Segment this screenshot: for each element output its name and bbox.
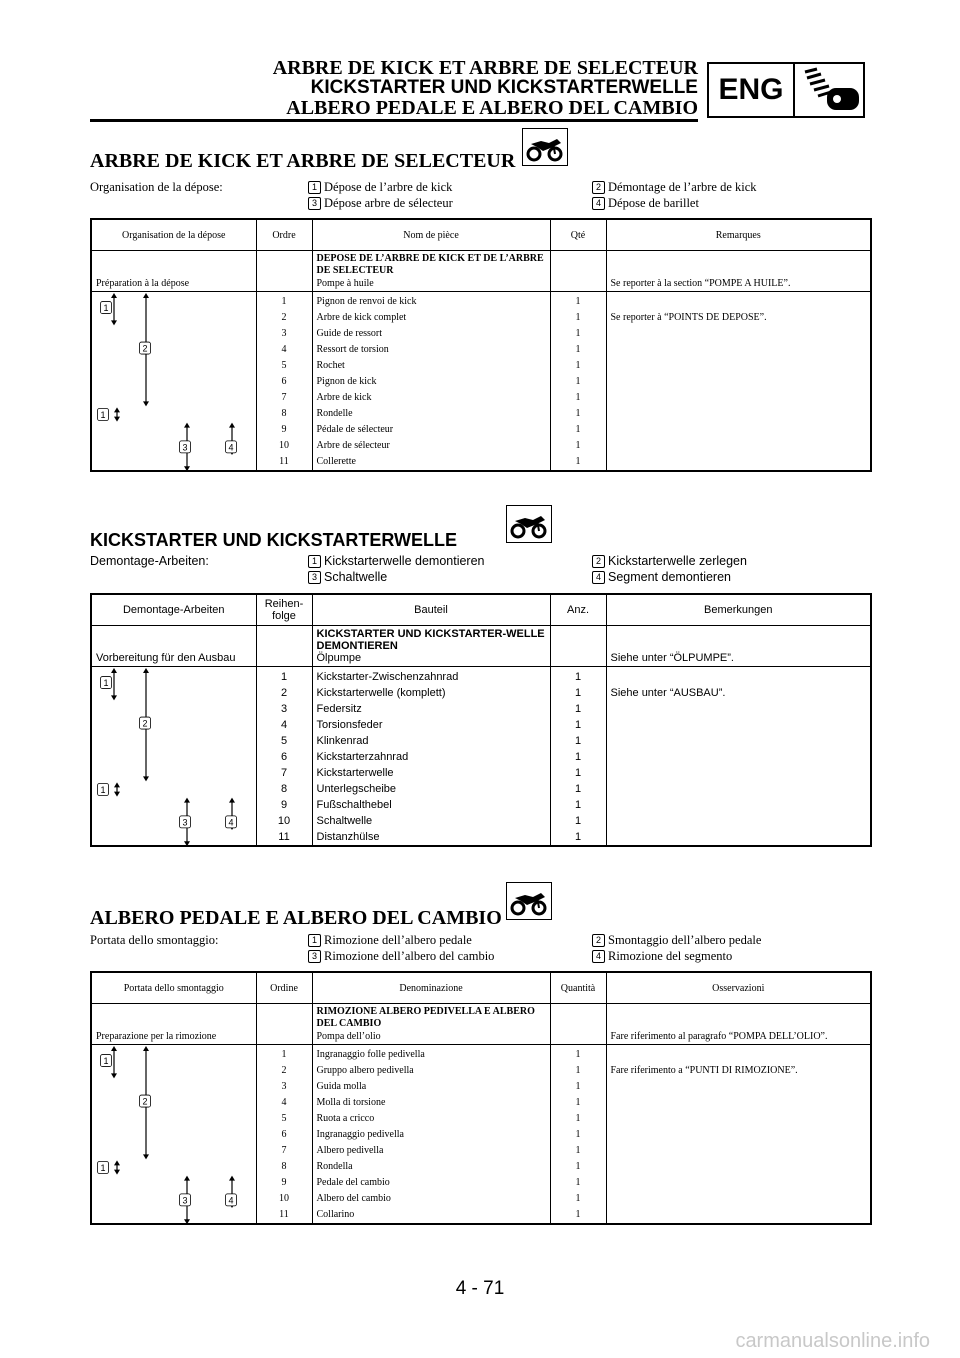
- bracket-arrow-3: [114, 407, 120, 421]
- qty-cell: 1: [550, 1127, 606, 1143]
- prep-remark: Fare riferimento al paragrafo “POMPA DELL’OLIO”.: [610, 1031, 828, 1042]
- remark-cell: [606, 829, 871, 846]
- remark-cell: [606, 749, 871, 765]
- column-header: Nom de pièce: [312, 219, 550, 251]
- svg-text:4: 4: [228, 817, 234, 828]
- svg-text:1: 1: [103, 678, 109, 689]
- part-cell: Albero pedivella: [312, 1143, 550, 1159]
- step-2: 2 Démontage de l’arbre de kick: [592, 180, 757, 195]
- remark-cell: [606, 1159, 871, 1175]
- part-cell: Molla di torsione: [312, 1095, 550, 1111]
- remark-cell: [606, 342, 871, 358]
- column-header: Portata dello smontaggio: [91, 972, 256, 1004]
- qty-cell: 1: [550, 781, 606, 797]
- remark-cell: [606, 292, 871, 311]
- step-3: 3 Schaltwelle: [308, 570, 387, 584]
- column-header: Organisation de la dépose: [91, 219, 256, 251]
- qty-cell: 1: [550, 358, 606, 374]
- part-cell: Arbre de kick complet: [312, 310, 550, 326]
- motorcycle-icon-drawing: [528, 139, 561, 160]
- column-header: Bemerkungen: [606, 594, 871, 626]
- bracket-label-2: [140, 342, 151, 354]
- remark-cell: [606, 717, 871, 733]
- qty-cell: 1: [550, 1143, 606, 1159]
- svg-text:1: 1: [100, 1163, 106, 1173]
- bracket-label-1: [101, 1055, 112, 1067]
- prep-label: Preparazione per la rimozione: [96, 1031, 217, 1042]
- bracket-arrow-3: [114, 782, 120, 796]
- remark-cell: [606, 1111, 871, 1127]
- remark-cell: [606, 1207, 871, 1224]
- order-cell: 7: [256, 1143, 312, 1159]
- bracket-label-5: [226, 1194, 237, 1206]
- remark-cell: [606, 765, 871, 781]
- bracket-label-5: [226, 816, 237, 828]
- qty-cell: 1: [550, 1175, 606, 1191]
- remark-cell: Se reporter à “POINTS DE DEPOSE”.: [606, 310, 871, 326]
- qty-cell: 1: [550, 701, 606, 717]
- part-cell: Guide de ressort: [312, 326, 550, 342]
- part-cell: Collerette: [312, 454, 550, 471]
- remark-cell: [606, 1095, 871, 1111]
- prep-title: KICKSTARTER UND KICKSTARTER-WELLE DEMONTIEREN: [316, 628, 545, 652]
- remark-cell: [606, 1045, 871, 1064]
- remark-cell: [606, 406, 871, 422]
- qty-cell: 1: [550, 390, 606, 406]
- step-3: 3 Rimozione dell’albero del cambio: [308, 949, 494, 964]
- bracket-arrow-1: [111, 1046, 117, 1078]
- motorcycle-icon: [506, 882, 552, 920]
- bracket-label-2: [140, 717, 151, 729]
- part-cell: Collarino: [312, 1207, 550, 1224]
- prep-remark: Se reporter à la section “POMPE A HUILE”.: [610, 278, 791, 289]
- remark-cell: [606, 390, 871, 406]
- order-cell: 7: [256, 765, 312, 781]
- qty-cell: 1: [550, 422, 606, 438]
- qty-cell: 1: [550, 829, 606, 846]
- prep-label: Préparation à la dépose: [96, 278, 190, 289]
- order-cell: 11: [256, 1207, 312, 1224]
- table-header-row: [91, 594, 871, 626]
- step-4: 4 Segment demontieren: [592, 570, 731, 584]
- bracket-label-3: [98, 1162, 109, 1174]
- bracket-arrow-3: [114, 1160, 120, 1174]
- qty-cell: 1: [550, 733, 606, 749]
- remark-cell: [606, 454, 871, 471]
- part-cell: Federsitz: [312, 701, 550, 717]
- remark-cell: [606, 1175, 871, 1191]
- motorcycle-icon: [522, 128, 568, 166]
- prep-part: Pompa dell’olio: [316, 1031, 381, 1042]
- bracket-label-2: [140, 1095, 151, 1107]
- part-cell: Unterlegscheibe: [312, 781, 550, 797]
- svg-text:1: 1: [103, 1056, 109, 1067]
- qty-cell: 1: [550, 1095, 606, 1111]
- remark-cell: [606, 667, 871, 686]
- desc-label: Organisation de la dépose:: [90, 180, 223, 194]
- desc-label: Demontage-Arbeiten:: [90, 554, 209, 568]
- qty-cell: 1: [550, 374, 606, 390]
- part-cell: Klinkenrad: [312, 733, 550, 749]
- part-cell: Rondella: [312, 1159, 550, 1175]
- part-cell: Rondelle: [312, 406, 550, 422]
- bracket-label-4: [180, 441, 191, 453]
- qty-cell: 1: [550, 406, 606, 422]
- column-header: Reihen-folge: [256, 594, 312, 626]
- order-cell: 8: [256, 1159, 312, 1175]
- section-it: [90, 882, 870, 1227]
- sequence-brackets: [92, 1046, 257, 1226]
- order-cell: 4: [256, 342, 312, 358]
- order-cell: 2: [256, 1063, 312, 1079]
- part-cell: Fußschalthebel: [312, 797, 550, 813]
- qty-cell: 1: [550, 1111, 606, 1127]
- order-cell: 10: [256, 813, 312, 829]
- order-cell: 10: [256, 438, 312, 454]
- qty-cell: 1: [550, 765, 606, 781]
- part-cell: Albero del cambio: [312, 1191, 550, 1207]
- remark-cell: [606, 1079, 871, 1095]
- remark-cell: Fare riferimento a “PUNTI DI RIMOZIONE”.: [606, 1063, 871, 1079]
- order-cell: 1: [256, 292, 312, 311]
- part-cell: Kickstarterzahnrad: [312, 749, 550, 765]
- bracket-label-1: [101, 677, 112, 689]
- remark-cell: [606, 422, 871, 438]
- prep-part: Ölpumpe: [316, 652, 362, 664]
- svg-text:2: 2: [142, 343, 148, 354]
- part-cell: Torsionsfeder: [312, 717, 550, 733]
- page-header: [90, 58, 698, 119]
- column-header: Qté: [550, 219, 606, 251]
- step-1: 1 Kickstarterwelle demontieren: [308, 554, 485, 568]
- order-cell: 3: [256, 701, 312, 717]
- order-cell: 4: [256, 1095, 312, 1111]
- column-header: Ordine: [256, 972, 312, 1004]
- remark-cell: Siehe unter “AUSBAU”.: [606, 685, 871, 701]
- svg-text:3: 3: [182, 1195, 188, 1206]
- step-1: 1 Rimozione dell’albero pedale: [308, 933, 472, 948]
- part-cell: Rochet: [312, 358, 550, 374]
- order-cell: 4: [256, 717, 312, 733]
- part-cell: Pignon de renvoi de kick: [312, 292, 550, 311]
- table-header-row: [91, 219, 871, 251]
- remark-cell: [606, 733, 871, 749]
- order-cell: 9: [256, 422, 312, 438]
- qty-cell: 1: [550, 310, 606, 326]
- part-cell: Arbre de kick: [312, 390, 550, 406]
- order-cell: 6: [256, 374, 312, 390]
- qty-cell: 1: [550, 1159, 606, 1175]
- remark-cell: [606, 797, 871, 813]
- section-title: KICKSTARTER UND KICKSTARTERWELLE: [90, 530, 457, 550]
- prep-title: DEPOSE DE L’ARBRE DE KICK ET DE L’ARBRE DE SELECTEUR: [316, 253, 544, 276]
- header-title-it: ALBERO PEDALE E ALBERO DEL CAMBIO: [286, 97, 698, 119]
- qty-cell: 1: [550, 438, 606, 454]
- table-header-row: [91, 972, 871, 1004]
- bracket-label-1: [101, 302, 112, 314]
- bracket-label-4: [180, 1194, 191, 1206]
- bracket-label-3: [98, 784, 109, 796]
- order-cell: 5: [256, 1111, 312, 1127]
- qty-cell: 1: [550, 685, 606, 701]
- step-4: 4 Rimozione del segmento: [592, 949, 732, 964]
- step-2: 2 Kickstarterwelle zerlegen: [592, 554, 747, 568]
- prep-row: [91, 251, 871, 292]
- prep-title: RIMOZIONE ALBERO PEDIVELLA E ALBERO DEL CAMBIO: [316, 1006, 535, 1029]
- qty-cell: 1: [550, 1063, 606, 1079]
- header-rule: [90, 119, 698, 122]
- svg-text:1: 1: [100, 785, 106, 795]
- bracket-label-3: [98, 409, 109, 421]
- engine-icon: [797, 66, 863, 114]
- step-4: 4 Dépose de barillet: [592, 196, 699, 211]
- column-header: Denominazione: [312, 972, 550, 1004]
- section-de: [90, 505, 870, 850]
- header-title-de: KICKSTARTER UND KICKSTARTERWELLE: [310, 77, 698, 98]
- sequence-brackets: [92, 293, 257, 473]
- section-title: ARBRE DE KICK ET ARBRE DE SELECTEUR: [90, 150, 516, 172]
- part-cell: Kickstarter-Zwischenzahnrad: [312, 667, 550, 686]
- part-cell: Ressort de torsion: [312, 342, 550, 358]
- svg-text:1: 1: [100, 410, 106, 420]
- order-cell: 7: [256, 390, 312, 406]
- order-cell: 11: [256, 829, 312, 846]
- order-cell: 3: [256, 1079, 312, 1095]
- part-cell: Gruppo albero pedivella: [312, 1063, 550, 1079]
- remark-cell: [606, 701, 871, 717]
- remark-cell: [606, 1143, 871, 1159]
- remark-cell: [606, 358, 871, 374]
- part-cell: Ruota a cricco: [312, 1111, 550, 1127]
- column-header: Quantità: [550, 972, 606, 1004]
- qty-cell: 1: [550, 342, 606, 358]
- order-cell: 11: [256, 454, 312, 471]
- part-cell: Distanzhülse: [312, 829, 550, 846]
- svg-text:3: 3: [182, 442, 188, 453]
- qty-cell: 1: [550, 1191, 606, 1207]
- remark-cell: [606, 1127, 871, 1143]
- order-cell: 9: [256, 1175, 312, 1191]
- svg-text:4: 4: [228, 442, 234, 453]
- order-cell: 6: [256, 1127, 312, 1143]
- order-cell: 2: [256, 685, 312, 701]
- svg-text:2: 2: [142, 718, 148, 729]
- desc-label: Portata dello smontaggio:: [90, 933, 219, 947]
- sequence-brackets: [92, 668, 257, 848]
- remark-cell: [606, 326, 871, 342]
- qty-cell: 1: [550, 292, 606, 311]
- eng-badge: [707, 62, 865, 118]
- column-header: Demontage-Arbeiten: [91, 594, 256, 626]
- order-cell: 6: [256, 749, 312, 765]
- bracket-label-4: [180, 816, 191, 828]
- order-cell: 8: [256, 781, 312, 797]
- column-header: Remarques: [606, 219, 871, 251]
- step-3: 3 Dépose arbre de sélecteur: [308, 196, 453, 211]
- part-cell: Kickstarterwelle (komplett): [312, 685, 550, 701]
- part-cell: Pédale de sélecteur: [312, 422, 550, 438]
- remark-cell: [606, 374, 871, 390]
- prep-row: [91, 626, 871, 667]
- step-1: 1 Dépose de l’arbre de kick: [308, 180, 452, 195]
- page-number: 4 - 71: [455, 1278, 505, 1299]
- order-cell: 5: [256, 358, 312, 374]
- svg-text:1: 1: [103, 303, 109, 314]
- prep-part: Pompe à huile: [316, 278, 374, 289]
- qty-cell: 1: [550, 1207, 606, 1224]
- order-cell: 10: [256, 1191, 312, 1207]
- column-header: Anz.: [550, 594, 606, 626]
- motorcycle-icon: [506, 505, 552, 543]
- part-cell: Pignon de kick: [312, 374, 550, 390]
- column-header: Ordre: [256, 219, 312, 251]
- part-cell: Guida molla: [312, 1079, 550, 1095]
- qty-cell: 1: [550, 717, 606, 733]
- svg-text:3: 3: [182, 817, 188, 828]
- remark-cell: [606, 1191, 871, 1207]
- section-title: ALBERO PEDALE E ALBERO DEL CAMBIO: [90, 907, 502, 929]
- qty-cell: 1: [550, 1079, 606, 1095]
- watermark: carmanualsonline.info: [735, 1330, 930, 1352]
- order-cell: 3: [256, 326, 312, 342]
- step-2: 2 Smontaggio dell’albero pedale: [592, 933, 761, 948]
- part-cell: Ingranaggio pedivella: [312, 1127, 550, 1143]
- qty-cell: 1: [550, 749, 606, 765]
- svg-text:2: 2: [142, 1096, 148, 1107]
- bracket-label-5: [226, 441, 237, 453]
- part-cell: Schaltwelle: [312, 813, 550, 829]
- order-cell: 9: [256, 797, 312, 813]
- order-cell: 5: [256, 733, 312, 749]
- qty-cell: 1: [550, 813, 606, 829]
- header-title-fr: ARBRE DE KICK ET ARBRE DE SELECTEUR: [272, 57, 698, 79]
- qty-cell: 1: [550, 1045, 606, 1064]
- eng-separator: [793, 64, 795, 116]
- section-fr: [90, 128, 870, 473]
- remark-cell: [606, 438, 871, 454]
- qty-cell: 1: [550, 797, 606, 813]
- remark-cell: [606, 813, 871, 829]
- prep-label: Vorbereitung für den Ausbau: [96, 652, 236, 664]
- remark-cell: [606, 781, 871, 797]
- order-cell: 8: [256, 406, 312, 422]
- eng-label: ENG: [718, 73, 784, 106]
- order-cell: 1: [256, 1045, 312, 1064]
- prep-row: [91, 1004, 871, 1045]
- column-header: Osservazioni: [606, 972, 871, 1004]
- part-cell: Pedale del cambio: [312, 1175, 550, 1191]
- qty-cell: 1: [550, 667, 606, 686]
- order-cell: 1: [256, 667, 312, 686]
- part-cell: Kickstarterwelle: [312, 765, 550, 781]
- order-cell: 2: [256, 310, 312, 326]
- prep-remark: Siehe unter “ÖLPUMPE”.: [610, 652, 734, 664]
- column-header: Bauteil: [312, 594, 550, 626]
- bracket-arrow-1: [111, 293, 117, 325]
- qty-cell: 1: [550, 326, 606, 342]
- part-cell: Ingranaggio folle pedivella: [312, 1045, 550, 1064]
- svg-text:4: 4: [228, 1195, 234, 1206]
- part-cell: Arbre de sélecteur: [312, 438, 550, 454]
- bracket-arrow-1: [111, 668, 117, 700]
- qty-cell: 1: [550, 454, 606, 471]
